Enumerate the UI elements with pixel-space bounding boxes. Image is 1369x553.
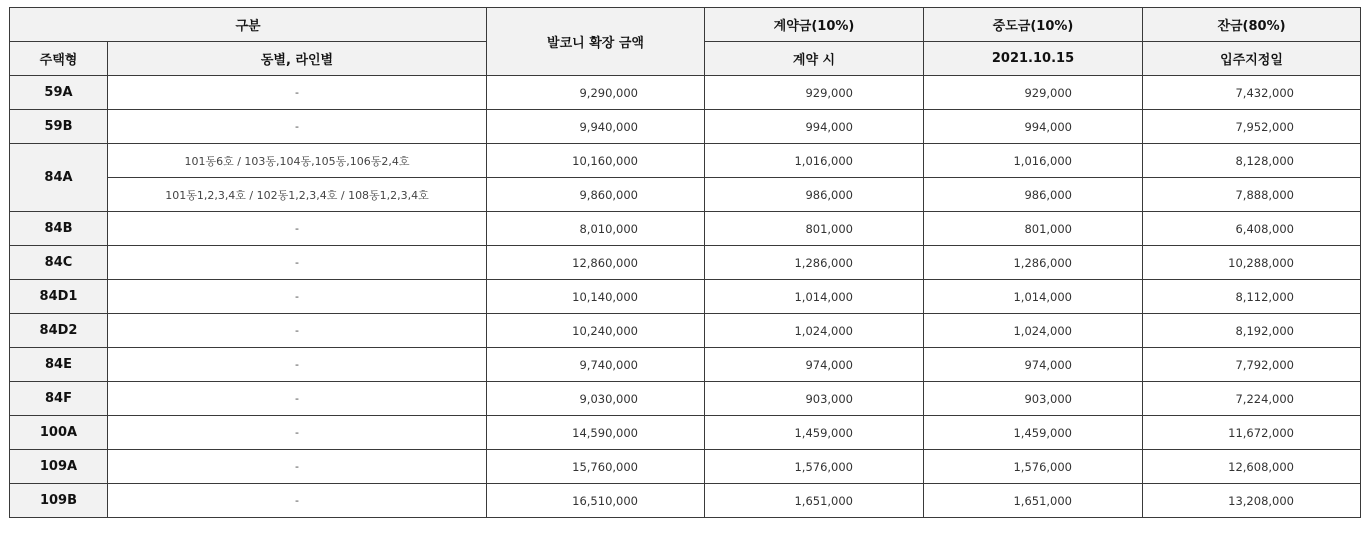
- line-cell: -: [108, 212, 487, 246]
- deposit-amount-cell: 994,000: [705, 110, 924, 144]
- deposit-amount-cell: 1,459,000: [705, 416, 924, 450]
- unit-type-cell: 84F: [10, 382, 108, 416]
- table-row: [10, 144, 1361, 178]
- deposit-amount-cell: 1,576,000: [705, 450, 924, 484]
- deposit-amount-cell: 929,000: [705, 76, 924, 110]
- deposit-amount-cell: 801,000: [705, 212, 924, 246]
- balance-amount-cell: 11,672,000: [1143, 416, 1361, 450]
- line-cell: -: [108, 110, 487, 144]
- unit-type-cell: 84E: [10, 348, 108, 382]
- balcony-amount-cell: 16,510,000: [487, 484, 705, 518]
- balance-amount-cell: 12,608,000: [1143, 450, 1361, 484]
- unit-type-cell: 109A: [10, 450, 108, 484]
- deposit-amount-cell: 1,651,000: [705, 484, 924, 518]
- unit-type-cell: 100A: [10, 416, 108, 450]
- balance-amount-cell: 7,792,000: [1143, 348, 1361, 382]
- balcony-price-table: [9, 7, 1361, 518]
- unit-type-cell: 84D1: [10, 280, 108, 314]
- middle-payment-amount-cell: 801,000: [924, 212, 1143, 246]
- line-cell: -: [108, 416, 487, 450]
- table-row: [10, 314, 1361, 348]
- middle-payment-amount-cell: 929,000: [924, 76, 1143, 110]
- line-cell: -: [108, 280, 487, 314]
- balcony-amount-cell: 9,030,000: [487, 382, 705, 416]
- middle-payment-amount-cell: 1,014,000: [924, 280, 1143, 314]
- deposit-amount-cell: 974,000: [705, 348, 924, 382]
- table-row: [10, 280, 1361, 314]
- unit-type-cell: 84C: [10, 246, 108, 280]
- table-row: [10, 76, 1361, 110]
- table-row: [10, 348, 1361, 382]
- middle-payment-amount-cell: 903,000: [924, 382, 1143, 416]
- table-row: [10, 382, 1361, 416]
- middle-payment-amount-cell: 1,576,000: [924, 450, 1143, 484]
- middle-payment-amount-cell: 986,000: [924, 178, 1143, 212]
- unit-type-cell: 59B: [10, 110, 108, 144]
- balcony-amount-cell: 8,010,000: [487, 212, 705, 246]
- line-cell: -: [108, 348, 487, 382]
- balcony-amount-cell: 10,240,000: [487, 314, 705, 348]
- balance-amount-cell: 7,888,000: [1143, 178, 1361, 212]
- balance-amount-cell: 8,112,000: [1143, 280, 1361, 314]
- line-cell: -: [108, 76, 487, 110]
- deposit-subheader: 계약 시: [705, 42, 924, 76]
- line-cell: -: [108, 484, 487, 518]
- deposit-amount-cell: 1,286,000: [705, 246, 924, 280]
- balcony-amount-cell: 10,160,000: [487, 144, 705, 178]
- balance-amount-cell: 7,224,000: [1143, 382, 1361, 416]
- balance-amount-cell: 7,432,000: [1143, 76, 1361, 110]
- balance-amount-cell: 8,192,000: [1143, 314, 1361, 348]
- line-header: 동별, 라인별: [108, 42, 487, 76]
- line-cell: -: [108, 450, 487, 484]
- balance-amount-cell: 8,128,000: [1143, 144, 1361, 178]
- deposit-header: 계약금(10%): [705, 8, 924, 42]
- middle-payment-subheader: 2021.10.15: [924, 42, 1143, 76]
- table-row: [10, 450, 1361, 484]
- balance-header: 잔금(80%): [1143, 8, 1361, 42]
- middle-payment-amount-cell: 1,016,000: [924, 144, 1143, 178]
- balance-amount-cell: 10,288,000: [1143, 246, 1361, 280]
- balcony-amount-cell: 12,860,000: [487, 246, 705, 280]
- deposit-amount-cell: 1,014,000: [705, 280, 924, 314]
- unit-type-cell: 84A: [10, 144, 108, 212]
- table-row: [10, 212, 1361, 246]
- unit-type-cell: 84D2: [10, 314, 108, 348]
- middle-payment-amount-cell: 994,000: [924, 110, 1143, 144]
- deposit-amount-cell: 903,000: [705, 382, 924, 416]
- balcony-amount-cell: 10,140,000: [487, 280, 705, 314]
- deposit-amount-cell: 1,024,000: [705, 314, 924, 348]
- balcony-amount-cell: 9,290,000: [487, 76, 705, 110]
- line-cell: -: [108, 314, 487, 348]
- middle-payment-amount-cell: 1,286,000: [924, 246, 1143, 280]
- balcony-amount-cell: 15,760,000: [487, 450, 705, 484]
- balance-amount-cell: 6,408,000: [1143, 212, 1361, 246]
- line-cell: 101동1,2,3,4호 / 102동1,2,3,4호 / 108동1,2,3,4호: [108, 178, 487, 212]
- group-header: 구분: [10, 8, 487, 42]
- type-header: 주택형: [10, 42, 108, 76]
- balance-amount-cell: 7,952,000: [1143, 110, 1361, 144]
- unit-type-cell: 109B: [10, 484, 108, 518]
- balcony-header: 발코니 확장 금액: [487, 8, 705, 76]
- middle-payment-header: 중도금(10%): [924, 8, 1143, 42]
- middle-payment-amount-cell: 1,459,000: [924, 416, 1143, 450]
- balcony-amount-cell: 9,940,000: [487, 110, 705, 144]
- balance-amount-cell: 13,208,000: [1143, 484, 1361, 518]
- middle-payment-amount-cell: 1,024,000: [924, 314, 1143, 348]
- balcony-amount-cell: 9,740,000: [487, 348, 705, 382]
- table-header: [10, 8, 1361, 76]
- line-cell: -: [108, 246, 487, 280]
- table-row: [10, 484, 1361, 518]
- deposit-amount-cell: 1,016,000: [705, 144, 924, 178]
- balcony-amount-cell: 14,590,000: [487, 416, 705, 450]
- middle-payment-amount-cell: 1,651,000: [924, 484, 1143, 518]
- table-body: [10, 76, 1361, 518]
- line-cell: 101동6호 / 103동,104동,105동,106동2,4호: [108, 144, 487, 178]
- table-row: [10, 416, 1361, 450]
- table-row: [10, 246, 1361, 280]
- table-row: [10, 110, 1361, 144]
- balance-subheader: 입주지정일: [1143, 42, 1361, 76]
- unit-type-cell: 59A: [10, 76, 108, 110]
- middle-payment-amount-cell: 974,000: [924, 348, 1143, 382]
- line-cell: -: [108, 382, 487, 416]
- deposit-amount-cell: 986,000: [705, 178, 924, 212]
- balcony-amount-cell: 9,860,000: [487, 178, 705, 212]
- unit-type-cell: 84B: [10, 212, 108, 246]
- table-row: [10, 178, 1361, 212]
